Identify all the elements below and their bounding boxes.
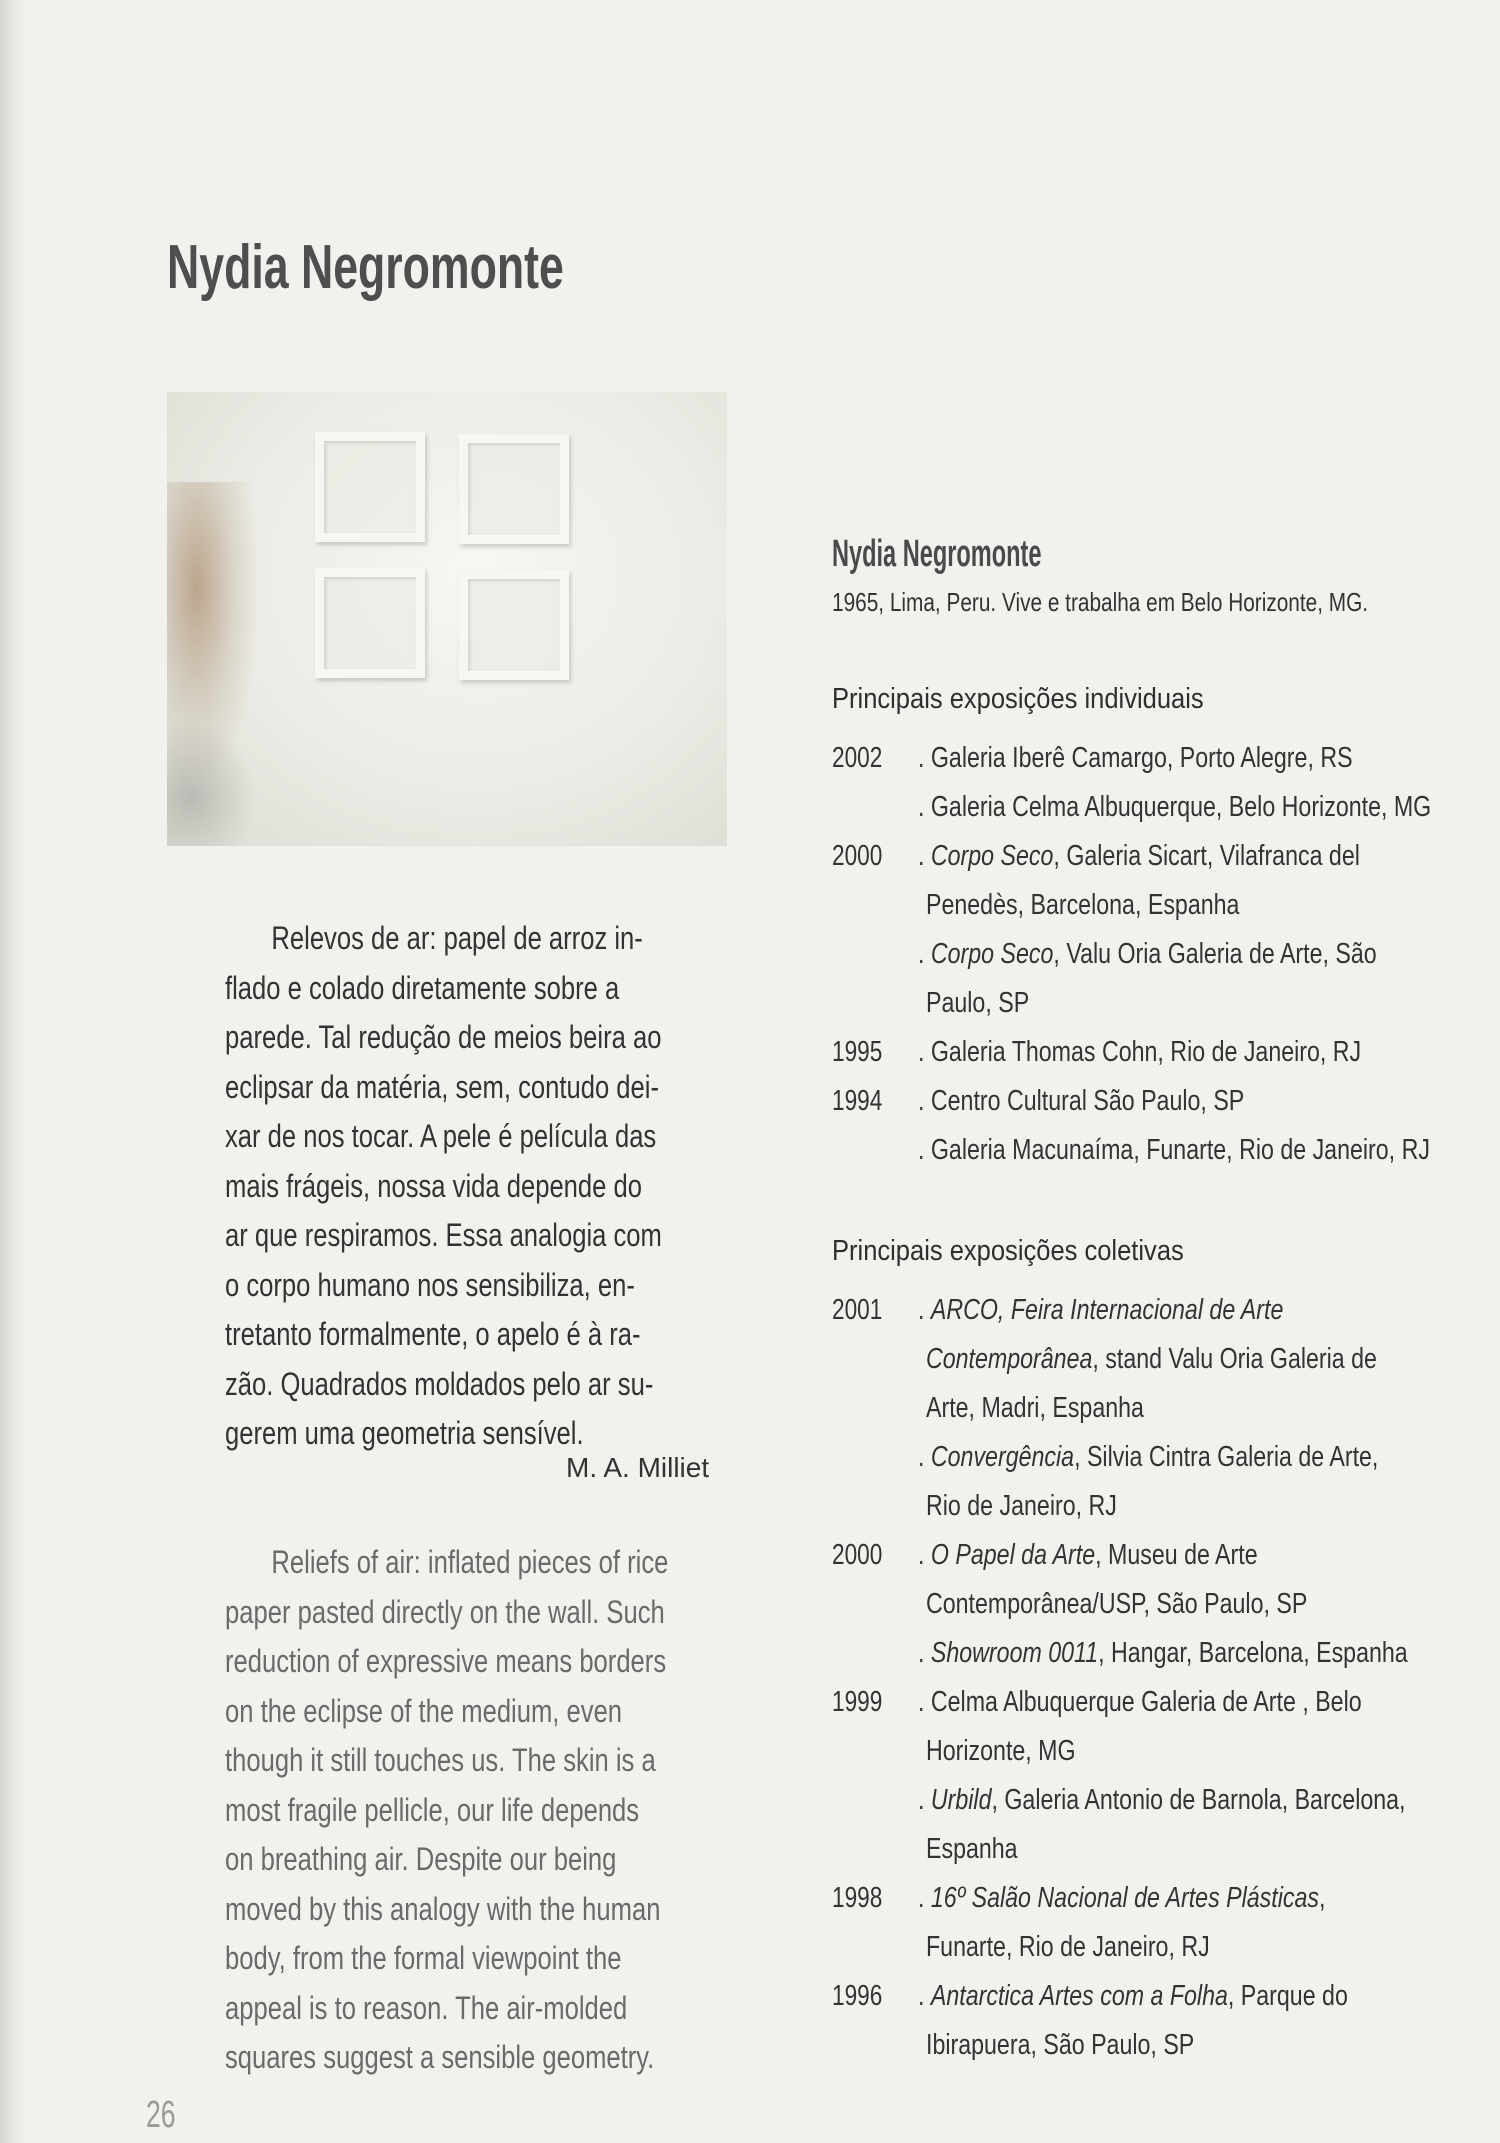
exhibition-title: Antarctica Artes com a Folha	[930, 1980, 1228, 2012]
exhibition-text: Espanha	[926, 1833, 1018, 1865]
exhibition-text: Ibirapuera, São Paulo, SP	[926, 2029, 1195, 2061]
exhibition-venue: , stand Valu Oria Galeria de	[1092, 1343, 1377, 1375]
relief-square	[459, 434, 569, 544]
exhibition-title: 16º Salão Nacional de Artes Plásticas	[930, 1882, 1319, 1914]
exhibition-text: Arte, Madri, Espanha	[926, 1392, 1144, 1424]
exhibition-text: Penedès, Barcelona, Espanha	[926, 889, 1240, 921]
bullet-dot: .	[918, 840, 931, 872]
exhibition-venue: , Galeria Antonio de Barnola, Barcelona,	[991, 1784, 1406, 1816]
essay-line: on the eclipse of the medium, even	[225, 1692, 623, 1729]
exhibition-text	[918, 1294, 1283, 1327]
exhibition-title: Urbild	[930, 1784, 992, 1816]
relief-square	[315, 432, 425, 542]
essay-line: parede. Tal redução de meios beira ao	[225, 1019, 662, 1055]
section-heading-collective: Principais exposições coletivas	[832, 1235, 1184, 1267]
exhibition-text: Contemporânea/USP, São Paulo, SP	[926, 1588, 1308, 1620]
bullet-dot: .	[918, 1980, 931, 2012]
exhibition-text: . Galeria Iberê Camargo, Porto Alegre, RS	[918, 742, 1353, 774]
page-spine-shadow	[0, 0, 26, 2143]
exhibition-title: ARCO, Feira Internacional de Arte	[930, 1294, 1284, 1326]
exhibition-year: 1999	[832, 1686, 883, 1718]
exhibition-title: Corpo Seco	[930, 938, 1054, 970]
exhibition-text: . Galeria Celma Albuquerque, Belo Horizonte, MG	[918, 791, 1432, 823]
bullet-dot: .	[918, 1637, 931, 1669]
photo-blur-bottom	[167, 722, 257, 846]
essay-line: on breathing air. Despite our being	[225, 1841, 617, 1877]
essay-line: though it still touches us. The skin is a	[225, 1742, 656, 1778]
exhibition-year: 2000	[832, 1539, 883, 1571]
essay-line: reduction of expressive means borders	[225, 1643, 667, 1679]
essay-line: most fragile pellicle, our life depends	[225, 1791, 640, 1828]
bullet-dot: .	[918, 1539, 931, 1571]
exhibition-year: 1995	[832, 1036, 883, 1068]
exhibition-venue: , Parque do	[1227, 1980, 1348, 2012]
essay-line: squares suggest a sensible geometry.	[225, 2039, 655, 2075]
exhibition-title: Contemporânea	[926, 1343, 1093, 1375]
section-heading-individual: Principais exposições individuais	[832, 683, 1204, 715]
exhibition-title: O Papel da Arte	[930, 1539, 1096, 1571]
exhibition-text	[918, 1637, 1408, 1670]
bullet-dot: .	[918, 938, 931, 970]
essay-line: xar de nos tocar. A pele é película das	[225, 1118, 657, 1154]
exhibition-year: 2001	[832, 1294, 883, 1326]
page-title: Nydia Negromonte	[167, 233, 564, 302]
exhibition-title: Showroom 0011	[930, 1637, 1099, 1669]
exhibition-text: Funarte, Rio de Janeiro, RJ	[926, 1931, 1210, 1963]
essay-line: flado e colado diretamente sobre a	[225, 969, 620, 1006]
essay-line: Relevos de ar: papel de arroz in-	[271, 920, 643, 956]
exhibition-venue: , Galeria Sicart, Vilafranca del	[1053, 840, 1360, 872]
exhibition-text: . Celma Albuquerque Galeria de Arte , Belo	[918, 1686, 1362, 1718]
essay-line: body, from the formal viewpoint the	[225, 1940, 622, 1976]
bullet-dot: .	[918, 1882, 931, 1914]
exhibition-title: Corpo Seco	[930, 840, 1054, 872]
exhibition-text: . Galeria Macunaíma, Funarte, Rio de Janeiro, RJ	[918, 1134, 1430, 1166]
relief-square	[315, 568, 425, 678]
exhibition-venue: , Valu Oria Galeria de Arte, São	[1053, 938, 1377, 970]
exhibition-year: 2000	[832, 840, 883, 872]
essay-line: Reliefs of air: inflated pieces of rice	[271, 1544, 669, 1580]
exhibition-text: . Galeria Thomas Cohn, Rio de Janeiro, RJ	[918, 1036, 1362, 1068]
essay-line: ar que respiramos. Essa analogia com	[225, 1217, 662, 1253]
exhibition-venue: , Museu de Arte	[1095, 1539, 1258, 1571]
essay-line: tretanto formalmente, o apelo é à ra-	[225, 1316, 641, 1352]
essay-line: moved by this analogy with the human	[225, 1890, 661, 1927]
exhibition-text	[918, 938, 1377, 971]
exhibition-text	[918, 1784, 1406, 1817]
bullet-dot: .	[918, 1784, 931, 1816]
relief-square	[459, 570, 569, 680]
exhibition-text	[926, 1343, 1377, 1376]
bullet-dot: .	[918, 1441, 931, 1473]
exhibition-text: Horizonte, MG	[926, 1735, 1076, 1767]
essay-line: appeal is to reason. The air-molded	[225, 1989, 628, 2026]
exhibition-text	[918, 840, 1360, 873]
essay-portuguese	[225, 914, 730, 1459]
exhibition-text	[918, 1441, 1378, 1474]
essay-line: paper pasted directly on the wall. Such	[225, 1593, 665, 1630]
bio-name: Nydia Negromonte	[832, 533, 1042, 575]
essay-signature: M. A. Milliet	[566, 1452, 710, 1483]
exhibition-text	[918, 1980, 1348, 2013]
artwork-photo	[167, 392, 727, 846]
essay-english	[225, 1538, 730, 2083]
exhibition-venue: , Silvia Cintra Galeria de Arte,	[1074, 1441, 1379, 1473]
essay-line: gerem uma geometria sensível.	[225, 1415, 584, 1451]
bullet-dot: .	[918, 1294, 931, 1326]
exhibition-text: . Centro Cultural São Paulo, SP	[918, 1085, 1245, 1117]
exhibition-text	[918, 1539, 1258, 1572]
essay-line: zão. Quadrados moldados pelo ar su-	[225, 1365, 654, 1402]
exhibition-text: Paulo, SP	[926, 987, 1030, 1019]
essay-line: eclipsar da matéria, sem, contudo dei-	[225, 1068, 659, 1105]
exhibition-year: 1994	[832, 1085, 883, 1117]
bio-birth-line: 1965, Lima, Peru. Vive e trabalha em Belo Horizonte, MG.	[832, 587, 1369, 617]
exhibition-year: 1998	[832, 1882, 883, 1914]
essay-line: o corpo humano nos sensibiliza, en-	[225, 1266, 635, 1303]
exhibition-venue: ,	[1318, 1882, 1326, 1914]
exhibition-text	[918, 1882, 1325, 1915]
exhibition-year: 1996	[832, 1980, 883, 2012]
page-number: 26	[146, 2094, 176, 2136]
exhibition-title: Convergência	[930, 1441, 1075, 1473]
exhibition-year: 2002	[832, 742, 883, 774]
exhibition-venue: , Hangar, Barcelona, Espanha	[1098, 1637, 1408, 1669]
essay-line: mais frágeis, nossa vida depende do	[225, 1167, 642, 1204]
exhibition-text: Rio de Janeiro, RJ	[926, 1490, 1117, 1522]
